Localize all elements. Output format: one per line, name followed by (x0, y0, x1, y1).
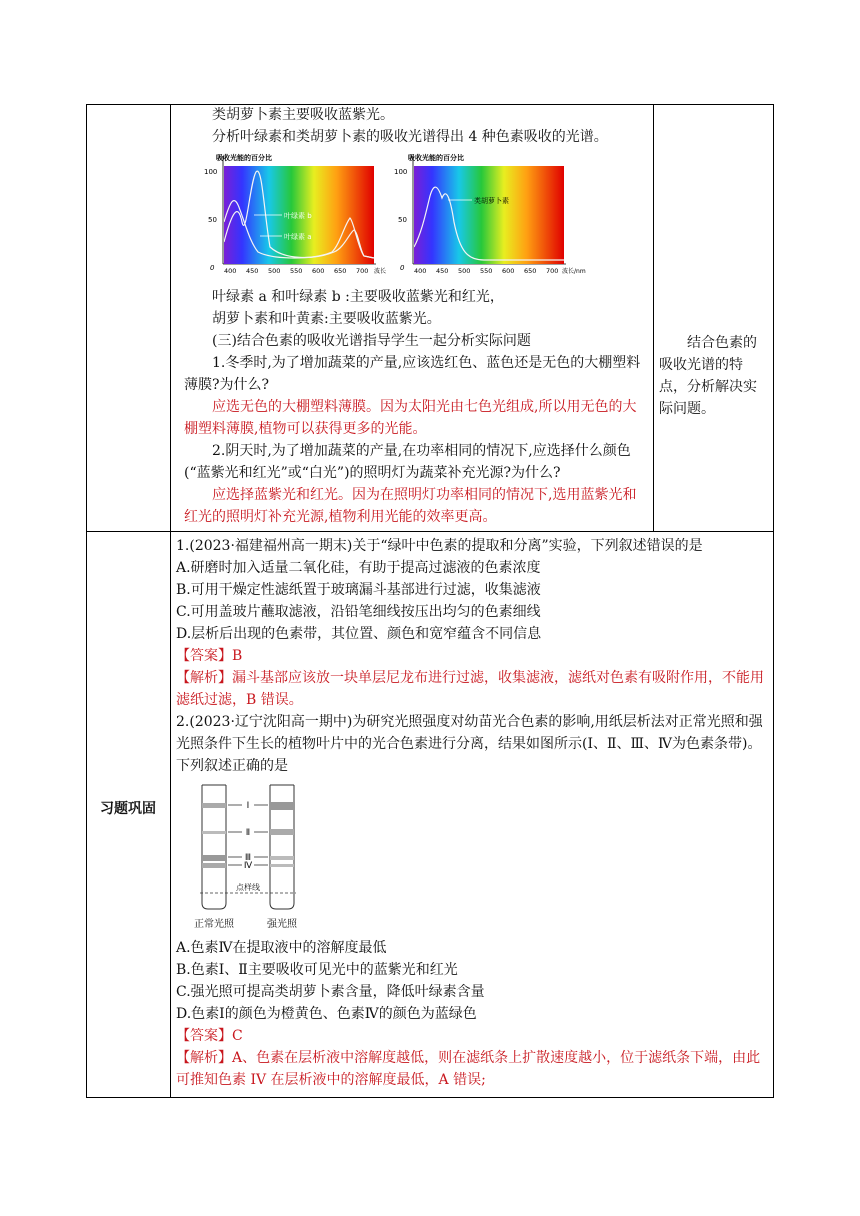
svg-text:700: 700 (546, 267, 559, 275)
q1-answer (176, 645, 768, 667)
answer-2: 应选择蓝紫光和红光。因为在照明灯功率相同的情况下,选用蓝紫光和红光的照明灯补充光源,植物利用光能的效率更高。 (184, 487, 637, 525)
text-line: 胡萝卜素和叶黄素:主要吸收蓝紫光。 (212, 311, 441, 327)
chart-left-ylabel: 吸收光能的百分比 (216, 154, 272, 162)
design-intent-note: 结合色素的吸收光谱的特点，分析解决实际问题。 (659, 335, 757, 417)
origin-line-label: 点样线 (236, 883, 260, 892)
strip-label-1: Ⅰ (246, 801, 250, 811)
spectrum-figures (184, 148, 648, 282)
strip-label-4: Ⅳ (243, 861, 253, 871)
text-line: 叶绿素 a 和叶绿素 b :主要吸收蓝紫光和红光， (212, 289, 504, 305)
svg-text:550: 550 (290, 267, 303, 275)
q1-option-d: D.层析后出现的色素带，其位置、颜色和宽窄蕴含不同信息 (176, 626, 542, 642)
q2-analysis (176, 1047, 768, 1091)
lesson-table (86, 104, 774, 1098)
chromatography-figure (176, 777, 768, 929)
answer-tag: 【答案】 (176, 648, 232, 664)
svg-text:550: 550 (480, 267, 493, 275)
label-chlorophyll-a: 叶绿素 a (284, 233, 312, 241)
ytick: 100 (204, 168, 218, 176)
caption-normal-light: 正常光照 (194, 919, 234, 930)
label-carotenoid: 类胡萝卜素 (474, 197, 509, 205)
q2-option-a: A.色素Ⅳ在提取液中的溶解度最低 (176, 940, 387, 956)
strip-label-2: Ⅱ (245, 828, 251, 838)
q1-analysis (176, 667, 768, 711)
text-line: 类胡萝卜素主要吸收蓝紫光。 (212, 107, 394, 123)
q1-option-a: A.研磨时加入适量二氧化硅，有助于提高过滤液的色素浓度 (176, 560, 541, 576)
spectrum-band (414, 166, 564, 264)
answer-tag: 【答案】 (176, 1028, 232, 1044)
chart-right (394, 153, 586, 275)
row1-content (184, 104, 648, 528)
row2-content (176, 535, 768, 1091)
absorption-spectrum-charts (204, 152, 644, 286)
svg-text:450: 450 (436, 267, 449, 275)
q1-option-b: B.可用干燥定性滤纸置于玻璃漏斗基部进行过滤，收集滤液 (176, 582, 541, 598)
q2-option-d: D.色素Ⅰ的颜色为橙黄色、色素Ⅳ的颜色为蓝绿色 (176, 1006, 477, 1022)
question-1: 1.冬季时,为了增加蔬菜的产量,应该选红色、蓝色还是无色的大棚塑料薄膜?为什么? (184, 355, 641, 393)
q1-option-c: C.可用盖玻片蘸取滤液，沿铅笔细线按压出均匀的色素细线 (176, 604, 541, 620)
svg-text:400: 400 (224, 267, 237, 275)
ytick: 50 (398, 216, 407, 224)
ytick: 100 (394, 168, 408, 176)
svg-text:450: 450 (246, 267, 259, 275)
paper-strip-diagram (184, 783, 324, 935)
ytick: 0 (210, 264, 215, 272)
analysis-tag: 【解析】 (176, 670, 232, 686)
svg-text:600: 600 (312, 267, 325, 275)
q2-stem: 2.(2023·辽宁沈阳高一期中)为研究光照强度对幼苗光合色素的影响,用纸层析法对正常光照和强光照条件下生长的植物叶片中的光合色素进行分离，结果如图所示(Ⅰ、Ⅱ、Ⅲ、Ⅳ为色素条带)。下列叙述正确的是 (176, 714, 763, 774)
svg-text:650: 650 (524, 267, 537, 275)
strip-label-3: Ⅲ (244, 853, 252, 863)
svg-text:波长: 波长 (374, 268, 387, 275)
q2-answer (176, 1025, 768, 1047)
ytick: 0 (400, 264, 405, 272)
answer-value: B (232, 648, 243, 664)
svg-text:700: 700 (356, 267, 369, 275)
ytick: 50 (208, 216, 217, 224)
row2-label: 习题巩固 (100, 801, 156, 817)
q2-option-b: B.色素Ⅰ、Ⅱ主要吸收可见光中的蓝紫光和红光 (176, 962, 458, 978)
label-chlorophyll-b: 叶绿素 b (284, 212, 312, 220)
chart-left (204, 153, 386, 275)
svg-text:400: 400 (414, 267, 427, 275)
caption-strong-light: 强光照 (267, 919, 297, 930)
chart-right-xticks (414, 267, 586, 275)
svg-text:波长/nm: 波长/nm (562, 268, 586, 275)
svg-text:500: 500 (458, 267, 471, 275)
question-2: 2.阴天时,为了增加蔬菜的产量,在功率相同的情况下,应选择什么颜色(“蓝紫光和红光”或“白光”)的照明灯为蔬菜补充光源?为什么? (184, 443, 631, 481)
svg-text:500: 500 (268, 267, 281, 275)
q2-option-c: C.强光照可提高类胡萝卜素含量，降低叶绿素含量 (176, 984, 485, 1000)
answer-value: C (232, 1028, 243, 1044)
svg-text:600: 600 (502, 267, 515, 275)
chart-right-ylabel: 吸收光能的百分比 (408, 154, 464, 162)
analysis-tag: 【解析】 (176, 1050, 232, 1066)
analysis-text: 漏斗基部应该放一块单层尼龙布进行过滤，收集滤液，滤纸对色素有吸附作用，不能用滤纸过滤，B 错误。 (176, 670, 764, 708)
analysis-text: A、色素在层析液中溶解度越低，则在滤纸条上扩散速度越小，位于滤纸条下端，由此可推知色素 IV 在层析液中的溶解度最低，A 错误; (176, 1050, 761, 1088)
text-line: (三)结合色素的吸收光谱指导学生一起分析实际问题 (212, 333, 531, 349)
answer-1: 应选无色的大棚塑料薄膜。因为太阳光由七色光组成,所以用无色的大棚塑料薄膜,植物可以获得更多的光能。 (184, 399, 637, 437)
chart-left-xticks (224, 267, 386, 275)
q1-stem: 1.(2023·福建福州高一期末)关于“绿叶中色素的提取和分离”实验，下列叙述错误的是 (176, 538, 703, 554)
svg-text:650: 650 (334, 267, 347, 275)
text-line: 分析叶绿素和类胡萝卜素的吸收光谱得出 4 种色素吸收的光谱。 (212, 129, 608, 145)
